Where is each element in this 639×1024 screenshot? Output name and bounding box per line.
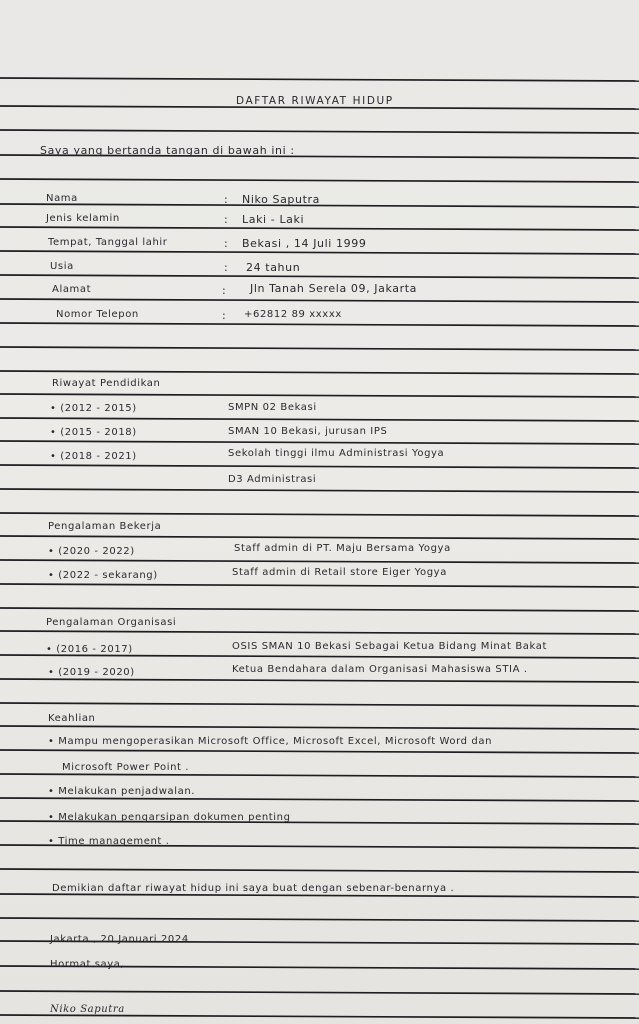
ruled-line: [0, 371, 639, 374]
education-heading: Riwayat Pendidikan: [52, 378, 161, 389]
ruled-line: [0, 130, 639, 133]
field-value-nama: Niko Saputra: [242, 193, 320, 206]
organization-period: • (2019 - 2020): [48, 667, 135, 678]
field-colon-ttl: :: [224, 237, 229, 250]
field-value-ttl: Bekasi , 14 Juli 1999: [242, 237, 367, 250]
ruled-line: [0, 608, 639, 611]
education-period: • (2015 - 2018): [50, 427, 137, 438]
field-value-jenis-kelamin: Laki - Laki: [242, 213, 305, 226]
ruled-line: [0, 489, 639, 492]
organization-period: • (2016 - 2017): [46, 644, 133, 655]
work-detail: Staff admin di PT. Maju Bersama Yogya: [234, 543, 451, 554]
document-title: DAFTAR RIWAYAT HIDUP: [236, 95, 394, 107]
ruled-line: [0, 560, 639, 563]
ruled-line: [0, 179, 639, 182]
organization-detail: Ketua Bendahara dalam Organisasi Mahasiswa STIA .: [232, 664, 528, 675]
education-detail: SMAN 10 Bekasi, jurusan IPS: [228, 426, 388, 437]
ruled-line: [0, 251, 639, 254]
field-label-usia: Usia: [50, 261, 74, 272]
regards: Hormat saya,: [50, 959, 125, 970]
ruled-line: [0, 418, 639, 421]
field-colon-usia: :: [224, 261, 229, 274]
ruled-line: [0, 441, 639, 444]
intro-text: Saya yang bertanda tangan di bawah ini :: [40, 144, 295, 157]
ruled-line: [0, 869, 639, 872]
field-value-alamat: Jln Tanah Serela 09, Jakarta: [250, 282, 417, 295]
education-period: • (2018 - 2021): [50, 451, 137, 462]
education-detail: Sekolah tinggi ilmu Administrasi Yogya: [228, 448, 445, 459]
organization-heading: Pengalaman Organisasi: [46, 617, 177, 628]
skill-item: • Melakukan penjadwalan.: [48, 786, 196, 797]
ruled-line: [0, 584, 639, 587]
skills-heading: Keahlian: [48, 713, 96, 724]
ruled-line: [0, 703, 639, 706]
field-label-ttl: Tempat, Tanggal lahir: [48, 237, 168, 248]
ruled-line: [0, 465, 639, 468]
ruled-line: [0, 275, 639, 278]
field-colon-alamat: :: [222, 284, 227, 297]
education-period: • (2012 - 2015): [50, 403, 137, 414]
field-label-telepon: Nomor Telepon: [56, 309, 139, 320]
field-colon-jenis-kelamin: :: [224, 213, 229, 226]
closing-statement: Demikian daftar riwayat hidup ini saya buat dengan sebenar-benarnya .: [52, 883, 455, 894]
signature-name: Niko Saputra: [50, 1004, 125, 1015]
ruled-line: [0, 78, 639, 81]
work-period: • (2022 - sekarang): [48, 570, 158, 581]
ruled-line: [0, 394, 639, 397]
ruled-line: [0, 726, 639, 729]
field-value-usia: 24 tahun: [246, 261, 301, 274]
work-heading: Pengalaman Bekerja: [48, 521, 162, 532]
education-detail: SMPN 02 Bekasi: [228, 402, 317, 413]
ruled-line: [0, 513, 639, 516]
skill-item: • Time management .: [48, 836, 170, 847]
ruled-line: [0, 323, 639, 326]
ruled-line: [0, 299, 639, 302]
ruled-line: [0, 894, 639, 897]
work-detail: Staff admin di Retail store Eiger Yogya: [232, 567, 447, 578]
field-label-alamat: Alamat: [52, 284, 92, 295]
ruled-line: [0, 750, 639, 753]
skill-item: • Mampu mengoperasikan Microsoft Office, Microsoft Excel, Microsoft Word dan: [48, 736, 493, 747]
ruled-line: [0, 798, 639, 801]
ruled-line: [0, 655, 639, 658]
ruled-line: [0, 774, 639, 777]
education-extra: D3 Administrasi: [228, 474, 317, 485]
field-value-telepon: +62812 89 xxxxx: [244, 309, 342, 320]
work-period: • (2020 - 2022): [48, 546, 135, 557]
ruled-line: [0, 679, 639, 682]
skill-item: • Melakukan pengarsipan dokumen penting: [48, 812, 291, 823]
field-label-nama: Nama: [46, 193, 78, 204]
ruled-line: [0, 536, 639, 539]
ruled-line: [0, 1015, 639, 1018]
place-date: Jakarta , 20 Januari 2024: [50, 934, 189, 945]
ruled-line: [0, 347, 639, 350]
organization-detail: OSIS SMAN 10 Bekasi Sebagai Ketua Bidang Minat Bakat: [232, 641, 547, 652]
field-label-jenis-kelamin: Jenis kelamin: [46, 213, 120, 224]
ruled-line: [0, 631, 639, 634]
field-colon-nama: :: [224, 193, 229, 206]
field-colon-telepon: :: [222, 309, 227, 322]
ruled-line: [0, 991, 639, 994]
ruled-line: [0, 918, 639, 921]
skill-item-continuation: Microsoft Power Point .: [62, 762, 190, 773]
ruled-line: [0, 227, 639, 230]
